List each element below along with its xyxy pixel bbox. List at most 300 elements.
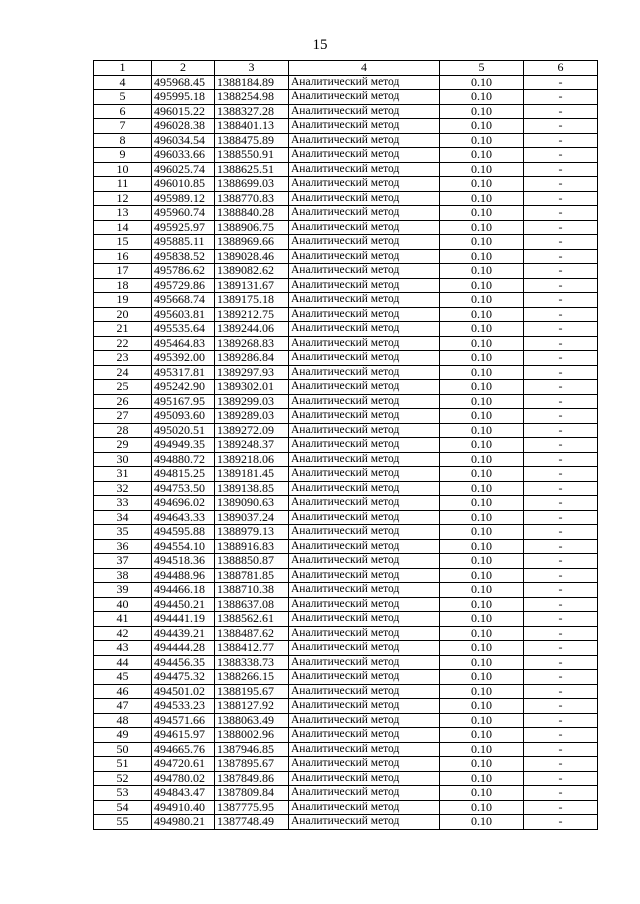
x-coordinate-cell: 495885.11 bbox=[152, 235, 215, 250]
method-cell: Аналитический метод bbox=[289, 104, 440, 119]
note-cell: - bbox=[524, 75, 598, 90]
accuracy-cell: 0.10 bbox=[440, 264, 524, 279]
x-coordinate-cell: 494444.28 bbox=[152, 641, 215, 656]
method-cell: Аналитический метод bbox=[289, 713, 440, 728]
method-cell: Аналитический метод bbox=[289, 539, 440, 554]
table-row bbox=[94, 235, 598, 250]
y-coordinate-cell: 1388916.83 bbox=[215, 539, 289, 554]
note-cell: - bbox=[524, 249, 598, 264]
table-row bbox=[94, 191, 598, 206]
method-cell: Аналитический метод bbox=[289, 597, 440, 612]
note-cell: - bbox=[524, 162, 598, 177]
accuracy-cell: 0.10 bbox=[440, 423, 524, 438]
accuracy-cell: 0.10 bbox=[440, 815, 524, 830]
table-row bbox=[94, 119, 598, 134]
accuracy-cell: 0.10 bbox=[440, 612, 524, 627]
accuracy-cell: 0.10 bbox=[440, 380, 524, 395]
table-row bbox=[94, 742, 598, 757]
method-cell: Аналитический метод bbox=[289, 148, 440, 163]
table-row bbox=[94, 452, 598, 467]
point-number-cell: 24 bbox=[94, 365, 152, 380]
method-cell: Аналитический метод bbox=[289, 351, 440, 366]
accuracy-cell: 0.10 bbox=[440, 249, 524, 264]
note-cell: - bbox=[524, 771, 598, 786]
y-coordinate-cell: 1387895.67 bbox=[215, 757, 289, 772]
x-coordinate-cell: 496033.66 bbox=[152, 148, 215, 163]
note-cell: - bbox=[524, 278, 598, 293]
y-coordinate-cell: 1388127.92 bbox=[215, 699, 289, 714]
table-row bbox=[94, 394, 598, 409]
y-coordinate-cell: 1388969.66 bbox=[215, 235, 289, 250]
x-coordinate-cell: 495020.51 bbox=[152, 423, 215, 438]
y-coordinate-cell: 1388710.38 bbox=[215, 583, 289, 598]
point-number-cell: 33 bbox=[94, 496, 152, 511]
note-cell: - bbox=[524, 322, 598, 337]
y-coordinate-cell: 1389299.03 bbox=[215, 394, 289, 409]
point-number-cell: 49 bbox=[94, 728, 152, 743]
page-number: 15 bbox=[312, 37, 328, 53]
y-coordinate-cell: 1389297.93 bbox=[215, 365, 289, 380]
table-row bbox=[94, 583, 598, 598]
note-cell: - bbox=[524, 670, 598, 685]
x-coordinate-cell: 494595.88 bbox=[152, 525, 215, 540]
x-coordinate-cell: 495603.81 bbox=[152, 307, 215, 322]
y-coordinate-cell: 1388002.96 bbox=[215, 728, 289, 743]
y-coordinate-cell: 1387748.49 bbox=[215, 815, 289, 830]
note-cell: - bbox=[524, 394, 598, 409]
table-row bbox=[94, 800, 598, 815]
table-row bbox=[94, 351, 598, 366]
x-coordinate-cell: 494554.10 bbox=[152, 539, 215, 554]
note-cell: - bbox=[524, 641, 598, 656]
method-cell: Аналитический метод bbox=[289, 423, 440, 438]
method-cell: Аналитический метод bbox=[289, 786, 440, 801]
note-cell: - bbox=[524, 626, 598, 641]
method-cell: Аналитический метод bbox=[289, 626, 440, 641]
method-cell: Аналитический метод bbox=[289, 612, 440, 627]
note-cell: - bbox=[524, 380, 598, 395]
x-coordinate-cell: 494450.21 bbox=[152, 597, 215, 612]
note-cell: - bbox=[524, 438, 598, 453]
y-coordinate-cell: 1387946.85 bbox=[215, 742, 289, 757]
point-number-cell: 30 bbox=[94, 452, 152, 467]
note-cell: - bbox=[524, 235, 598, 250]
table-row bbox=[94, 670, 598, 685]
x-coordinate-cell: 496015.22 bbox=[152, 104, 215, 119]
point-number-cell: 54 bbox=[94, 800, 152, 815]
method-cell: Аналитический метод bbox=[289, 191, 440, 206]
table-row bbox=[94, 249, 598, 264]
point-number-cell: 31 bbox=[94, 467, 152, 482]
accuracy-cell: 0.10 bbox=[440, 771, 524, 786]
note-cell: - bbox=[524, 800, 598, 815]
column-header: 5 bbox=[440, 61, 524, 76]
y-coordinate-cell: 1388562.61 bbox=[215, 612, 289, 627]
x-coordinate-cell: 495464.83 bbox=[152, 336, 215, 351]
x-coordinate-cell: 494615.97 bbox=[152, 728, 215, 743]
point-number-cell: 11 bbox=[94, 177, 152, 192]
table-row bbox=[94, 322, 598, 337]
note-cell: - bbox=[524, 452, 598, 467]
table-row bbox=[94, 90, 598, 105]
x-coordinate-cell: 495668.74 bbox=[152, 293, 215, 308]
y-coordinate-cell: 1389082.62 bbox=[215, 264, 289, 279]
y-coordinate-cell: 1388327.28 bbox=[215, 104, 289, 119]
note-cell: - bbox=[524, 264, 598, 279]
point-number-cell: 21 bbox=[94, 322, 152, 337]
note-cell: - bbox=[524, 554, 598, 569]
point-number-cell: 19 bbox=[94, 293, 152, 308]
accuracy-cell: 0.10 bbox=[440, 626, 524, 641]
table-row bbox=[94, 496, 598, 511]
table-row bbox=[94, 597, 598, 612]
point-number-cell: 22 bbox=[94, 336, 152, 351]
table-row bbox=[94, 641, 598, 656]
note-cell: - bbox=[524, 90, 598, 105]
point-number-cell: 12 bbox=[94, 191, 152, 206]
note-cell: - bbox=[524, 423, 598, 438]
point-number-cell: 55 bbox=[94, 815, 152, 830]
point-number-cell: 48 bbox=[94, 713, 152, 728]
point-number-cell: 6 bbox=[94, 104, 152, 119]
accuracy-cell: 0.10 bbox=[440, 278, 524, 293]
accuracy-cell: 0.10 bbox=[440, 394, 524, 409]
y-coordinate-cell: 1389138.85 bbox=[215, 481, 289, 496]
column-header: 1 bbox=[94, 61, 152, 76]
accuracy-cell: 0.10 bbox=[440, 409, 524, 424]
accuracy-cell: 0.10 bbox=[440, 583, 524, 598]
method-cell: Аналитический метод bbox=[289, 249, 440, 264]
column-header: 3 bbox=[215, 61, 289, 76]
method-cell: Аналитический метод bbox=[289, 394, 440, 409]
point-number-cell: 39 bbox=[94, 583, 152, 598]
accuracy-cell: 0.10 bbox=[440, 655, 524, 670]
accuracy-cell: 0.10 bbox=[440, 496, 524, 511]
point-number-cell: 45 bbox=[94, 670, 152, 685]
note-cell: - bbox=[524, 510, 598, 525]
x-coordinate-cell: 494439.21 bbox=[152, 626, 215, 641]
y-coordinate-cell: 1389268.83 bbox=[215, 336, 289, 351]
note-cell: - bbox=[524, 525, 598, 540]
x-coordinate-cell: 494665.76 bbox=[152, 742, 215, 757]
x-coordinate-cell: 494815.25 bbox=[152, 467, 215, 482]
accuracy-cell: 0.10 bbox=[440, 713, 524, 728]
x-coordinate-cell: 495995.18 bbox=[152, 90, 215, 105]
y-coordinate-cell: 1388699.03 bbox=[215, 177, 289, 192]
accuracy-cell: 0.10 bbox=[440, 162, 524, 177]
y-coordinate-cell: 1389028.46 bbox=[215, 249, 289, 264]
note-cell: - bbox=[524, 148, 598, 163]
table-row bbox=[94, 481, 598, 496]
method-cell: Аналитический метод bbox=[289, 699, 440, 714]
method-cell: Аналитический метод bbox=[289, 75, 440, 90]
x-coordinate-cell: 495838.52 bbox=[152, 249, 215, 264]
y-coordinate-cell: 1388266.15 bbox=[215, 670, 289, 685]
table-row bbox=[94, 148, 598, 163]
note-cell: - bbox=[524, 539, 598, 554]
note-cell: - bbox=[524, 220, 598, 235]
y-coordinate-cell: 1389248.37 bbox=[215, 438, 289, 453]
table-row bbox=[94, 713, 598, 728]
point-number-cell: 29 bbox=[94, 438, 152, 453]
point-number-cell: 14 bbox=[94, 220, 152, 235]
column-header: 4 bbox=[289, 61, 440, 76]
accuracy-cell: 0.10 bbox=[440, 757, 524, 772]
method-cell: Аналитический метод bbox=[289, 206, 440, 221]
y-coordinate-cell: 1388184.89 bbox=[215, 75, 289, 90]
y-coordinate-cell: 1388637.08 bbox=[215, 597, 289, 612]
table-row bbox=[94, 75, 598, 90]
accuracy-cell: 0.10 bbox=[440, 104, 524, 119]
point-number-cell: 41 bbox=[94, 612, 152, 627]
accuracy-cell: 0.10 bbox=[440, 191, 524, 206]
accuracy-cell: 0.10 bbox=[440, 351, 524, 366]
point-number-cell: 20 bbox=[94, 307, 152, 322]
x-coordinate-cell: 494571.66 bbox=[152, 713, 215, 728]
x-coordinate-cell: 495989.12 bbox=[152, 191, 215, 206]
note-cell: - bbox=[524, 728, 598, 743]
y-coordinate-cell: 1388412.77 bbox=[215, 641, 289, 656]
x-coordinate-cell: 496025.74 bbox=[152, 162, 215, 177]
method-cell: Аналитический метод bbox=[289, 496, 440, 511]
x-coordinate-cell: 494753.50 bbox=[152, 481, 215, 496]
accuracy-cell: 0.10 bbox=[440, 148, 524, 163]
note-cell: - bbox=[524, 699, 598, 714]
note-cell: - bbox=[524, 496, 598, 511]
point-number-cell: 47 bbox=[94, 699, 152, 714]
table-row bbox=[94, 365, 598, 380]
accuracy-cell: 0.10 bbox=[440, 597, 524, 612]
point-number-cell: 7 bbox=[94, 119, 152, 134]
point-number-cell: 23 bbox=[94, 351, 152, 366]
table-row bbox=[94, 554, 598, 569]
table-row bbox=[94, 815, 598, 830]
method-cell: Аналитический метод bbox=[289, 670, 440, 685]
point-number-cell: 50 bbox=[94, 742, 152, 757]
y-coordinate-cell: 1388550.91 bbox=[215, 148, 289, 163]
table-row bbox=[94, 423, 598, 438]
point-number-cell: 46 bbox=[94, 684, 152, 699]
accuracy-cell: 0.10 bbox=[440, 800, 524, 815]
table-row bbox=[94, 655, 598, 670]
method-cell: Аналитический метод bbox=[289, 220, 440, 235]
point-number-cell: 34 bbox=[94, 510, 152, 525]
point-number-cell: 35 bbox=[94, 525, 152, 540]
point-number-cell: 8 bbox=[94, 133, 152, 148]
column-header: 6 bbox=[524, 61, 598, 76]
note-cell: - bbox=[524, 206, 598, 221]
method-cell: Аналитический метод bbox=[289, 307, 440, 322]
accuracy-cell: 0.10 bbox=[440, 336, 524, 351]
x-coordinate-cell: 494880.72 bbox=[152, 452, 215, 467]
accuracy-cell: 0.10 bbox=[440, 554, 524, 569]
accuracy-cell: 0.10 bbox=[440, 467, 524, 482]
method-cell: Аналитический метод bbox=[289, 815, 440, 830]
y-coordinate-cell: 1388850.87 bbox=[215, 554, 289, 569]
y-coordinate-cell: 1389131.67 bbox=[215, 278, 289, 293]
accuracy-cell: 0.10 bbox=[440, 438, 524, 453]
x-coordinate-cell: 494475.32 bbox=[152, 670, 215, 685]
table-row bbox=[94, 177, 598, 192]
x-coordinate-cell: 494466.18 bbox=[152, 583, 215, 598]
table-row bbox=[94, 684, 598, 699]
note-cell: - bbox=[524, 684, 598, 699]
table-row bbox=[94, 336, 598, 351]
accuracy-cell: 0.10 bbox=[440, 90, 524, 105]
method-cell: Аналитический метод bbox=[289, 133, 440, 148]
method-cell: Аналитический метод bbox=[289, 641, 440, 656]
y-coordinate-cell: 1388487.62 bbox=[215, 626, 289, 641]
x-coordinate-cell: 495535.64 bbox=[152, 322, 215, 337]
table-row bbox=[94, 786, 598, 801]
note-cell: - bbox=[524, 757, 598, 772]
note-cell: - bbox=[524, 119, 598, 134]
method-cell: Аналитический метод bbox=[289, 90, 440, 105]
y-coordinate-cell: 1389218.06 bbox=[215, 452, 289, 467]
accuracy-cell: 0.10 bbox=[440, 641, 524, 656]
method-cell: Аналитический метод bbox=[289, 583, 440, 598]
x-coordinate-cell: 495093.60 bbox=[152, 409, 215, 424]
note-cell: - bbox=[524, 713, 598, 728]
accuracy-cell: 0.10 bbox=[440, 742, 524, 757]
table-row bbox=[94, 467, 598, 482]
point-number-cell: 42 bbox=[94, 626, 152, 641]
method-cell: Аналитический метод bbox=[289, 452, 440, 467]
y-coordinate-cell: 1388401.13 bbox=[215, 119, 289, 134]
x-coordinate-cell: 496028.38 bbox=[152, 119, 215, 134]
x-coordinate-cell: 495242.90 bbox=[152, 380, 215, 395]
table-row bbox=[94, 510, 598, 525]
y-coordinate-cell: 1388770.83 bbox=[215, 191, 289, 206]
point-number-cell: 10 bbox=[94, 162, 152, 177]
method-cell: Аналитический метод bbox=[289, 525, 440, 540]
point-number-cell: 38 bbox=[94, 568, 152, 583]
point-number-cell: 44 bbox=[94, 655, 152, 670]
table-header-row bbox=[94, 61, 598, 76]
note-cell: - bbox=[524, 597, 598, 612]
accuracy-cell: 0.10 bbox=[440, 293, 524, 308]
point-number-cell: 36 bbox=[94, 539, 152, 554]
note-cell: - bbox=[524, 568, 598, 583]
note-cell: - bbox=[524, 786, 598, 801]
note-cell: - bbox=[524, 815, 598, 830]
x-coordinate-cell: 494518.36 bbox=[152, 554, 215, 569]
x-coordinate-cell: 494910.40 bbox=[152, 800, 215, 815]
note-cell: - bbox=[524, 583, 598, 598]
accuracy-cell: 0.10 bbox=[440, 684, 524, 699]
y-coordinate-cell: 1389244.06 bbox=[215, 322, 289, 337]
point-number-cell: 18 bbox=[94, 278, 152, 293]
point-number-cell: 15 bbox=[94, 235, 152, 250]
accuracy-cell: 0.10 bbox=[440, 539, 524, 554]
method-cell: Аналитический метод bbox=[289, 800, 440, 815]
y-coordinate-cell: 1389181.45 bbox=[215, 467, 289, 482]
x-coordinate-cell: 494441.19 bbox=[152, 612, 215, 627]
y-coordinate-cell: 1388254.98 bbox=[215, 90, 289, 105]
accuracy-cell: 0.10 bbox=[440, 510, 524, 525]
note-cell: - bbox=[524, 293, 598, 308]
note-cell: - bbox=[524, 191, 598, 206]
method-cell: Аналитический метод bbox=[289, 771, 440, 786]
accuracy-cell: 0.10 bbox=[440, 235, 524, 250]
point-number-cell: 17 bbox=[94, 264, 152, 279]
method-cell: Аналитический метод bbox=[289, 684, 440, 699]
table-row bbox=[94, 699, 598, 714]
point-number-cell: 4 bbox=[94, 75, 152, 90]
coordinates-table bbox=[93, 60, 598, 830]
method-cell: Аналитический метод bbox=[289, 365, 440, 380]
accuracy-cell: 0.10 bbox=[440, 206, 524, 221]
note-cell: - bbox=[524, 612, 598, 627]
table-row bbox=[94, 757, 598, 772]
accuracy-cell: 0.10 bbox=[440, 307, 524, 322]
table-row bbox=[94, 307, 598, 322]
method-cell: Аналитический метод bbox=[289, 380, 440, 395]
x-coordinate-cell: 495392.00 bbox=[152, 351, 215, 366]
x-coordinate-cell: 494643.33 bbox=[152, 510, 215, 525]
y-coordinate-cell: 1388979.13 bbox=[215, 525, 289, 540]
accuracy-cell: 0.10 bbox=[440, 177, 524, 192]
accuracy-cell: 0.10 bbox=[440, 568, 524, 583]
x-coordinate-cell: 495729.86 bbox=[152, 278, 215, 293]
method-cell: Аналитический метод bbox=[289, 554, 440, 569]
y-coordinate-cell: 1389286.84 bbox=[215, 351, 289, 366]
y-coordinate-cell: 1388625.51 bbox=[215, 162, 289, 177]
x-coordinate-cell: 495786.62 bbox=[152, 264, 215, 279]
x-coordinate-cell: 494501.02 bbox=[152, 684, 215, 699]
x-coordinate-cell: 494456.35 bbox=[152, 655, 215, 670]
y-coordinate-cell: 1388781.85 bbox=[215, 568, 289, 583]
method-cell: Аналитический метод bbox=[289, 568, 440, 583]
x-coordinate-cell: 494980.21 bbox=[152, 815, 215, 830]
note-cell: - bbox=[524, 177, 598, 192]
method-cell: Аналитический метод bbox=[289, 336, 440, 351]
method-cell: Аналитический метод bbox=[289, 177, 440, 192]
point-number-cell: 26 bbox=[94, 394, 152, 409]
y-coordinate-cell: 1389302.01 bbox=[215, 380, 289, 395]
x-coordinate-cell: 495167.95 bbox=[152, 394, 215, 409]
note-cell: - bbox=[524, 336, 598, 351]
table-row bbox=[94, 525, 598, 540]
method-cell: Аналитический метод bbox=[289, 742, 440, 757]
x-coordinate-cell: 494696.02 bbox=[152, 496, 215, 511]
method-cell: Аналитический метод bbox=[289, 467, 440, 482]
x-coordinate-cell: 496010.85 bbox=[152, 177, 215, 192]
column-header: 2 bbox=[152, 61, 215, 76]
y-coordinate-cell: 1388840.28 bbox=[215, 206, 289, 221]
x-coordinate-cell: 495317.81 bbox=[152, 365, 215, 380]
point-number-cell: 28 bbox=[94, 423, 152, 438]
y-coordinate-cell: 1389212.75 bbox=[215, 307, 289, 322]
table-row bbox=[94, 728, 598, 743]
table-row bbox=[94, 293, 598, 308]
point-number-cell: 51 bbox=[94, 757, 152, 772]
accuracy-cell: 0.10 bbox=[440, 670, 524, 685]
accuracy-cell: 0.10 bbox=[440, 75, 524, 90]
table-row bbox=[94, 278, 598, 293]
method-cell: Аналитический метод bbox=[289, 235, 440, 250]
method-cell: Аналитический метод bbox=[289, 655, 440, 670]
note-cell: - bbox=[524, 307, 598, 322]
table-row bbox=[94, 568, 598, 583]
point-number-cell: 43 bbox=[94, 641, 152, 656]
y-coordinate-cell: 1389272.09 bbox=[215, 423, 289, 438]
x-coordinate-cell: 495925.97 bbox=[152, 220, 215, 235]
table-body bbox=[94, 75, 598, 829]
method-cell: Аналитический метод bbox=[289, 438, 440, 453]
y-coordinate-cell: 1388906.75 bbox=[215, 220, 289, 235]
method-cell: Аналитический метод bbox=[289, 757, 440, 772]
